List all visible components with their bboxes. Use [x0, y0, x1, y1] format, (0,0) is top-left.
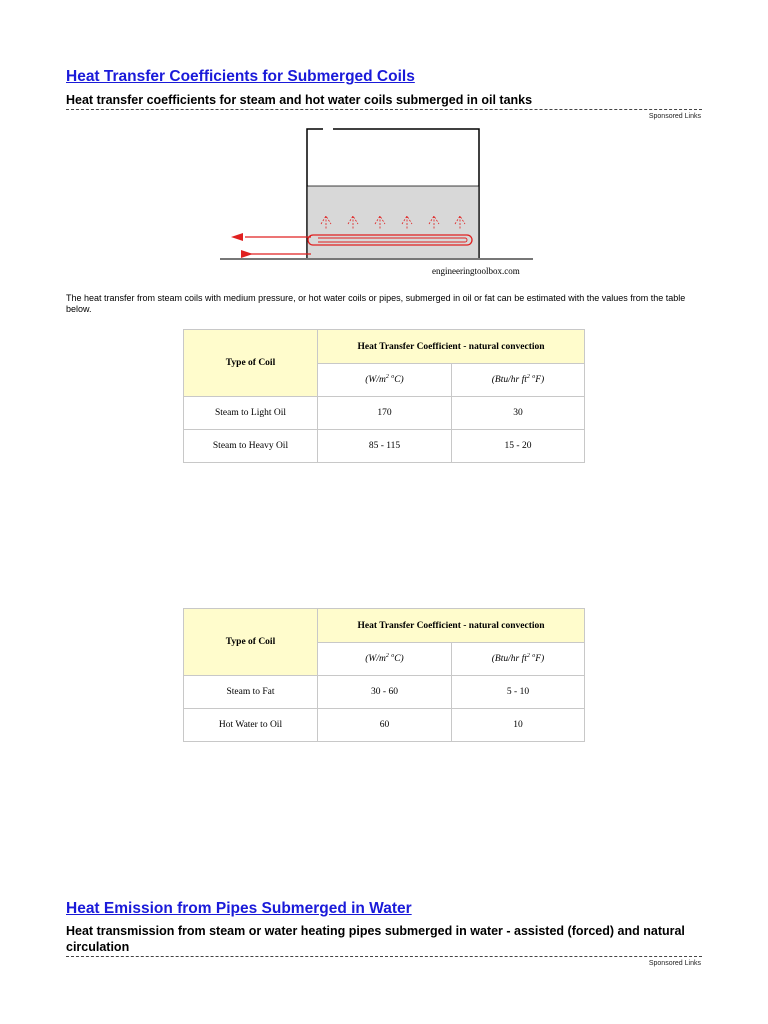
si-value-cell: 30 - 60 — [318, 676, 452, 709]
table-row — [184, 676, 585, 709]
coefficient-table-1 — [183, 329, 585, 463]
type-of-coil-header: Type of Coil — [184, 330, 318, 397]
unit-si-header: ($W/m^2$ $^o$C) — [318, 643, 452, 676]
figure-caption: engineeringtoolbox.com — [432, 266, 520, 276]
coefficient-table-2 — [183, 608, 585, 742]
coil-type-cell: Steam to Fat — [184, 676, 318, 709]
table-row — [184, 397, 585, 430]
sponsored-links-label-2: Sponsored Links — [648, 960, 701, 967]
section-title-link[interactable]: Heat Transfer Coefficients for Submerged Coils — [66, 68, 415, 85]
imperial-value-cell: 10 — [452, 709, 585, 742]
section2-title-link[interactable]: Heat Emission from Pipes Submerged in Water — [66, 900, 412, 917]
coefficient-header: Heat Transfer Coefficient - natural convection — [318, 609, 585, 643]
oil-fill — [308, 186, 479, 259]
coil-type-cell: Steam to Light Oil — [184, 397, 318, 430]
tank-illustration — [215, 124, 535, 266]
section-subtitle: Heat transfer coefficients for steam and hot water coils submerged in oil tanks — [66, 92, 702, 110]
unit-imperial-header: (Btu/hr $ft^2$ $^o$F) — [452, 643, 585, 676]
si-value-cell: 170 — [318, 397, 452, 430]
si-value-cell: 60 — [318, 709, 452, 742]
intro-paragraph: The heat transfer from steam coils with medium pressure, or hot water coils or pipes, submerged in oil or fat can be estimated with the values from the table below. — [66, 293, 686, 314]
unit-imperial-header: (Btu/hr $ft^2$ $^o$F) — [452, 364, 585, 397]
sponsored-links-label: Sponsored Links — [648, 113, 701, 120]
coil-type-cell: Hot Water to Oil — [184, 709, 318, 742]
coil-type-cell: Steam to Heavy Oil — [184, 430, 318, 463]
submerged-coil-diagram — [215, 124, 535, 271]
outlet-arrow-icon — [231, 233, 243, 241]
section2-subtitle: Heat transmission from steam or water heating pipes submerged in water - assisted (forced) and natural circulation — [66, 923, 702, 957]
si-value-cell: 85 - 115 — [318, 430, 452, 463]
type-of-coil-header: Type of Coil — [184, 609, 318, 676]
imperial-value-cell: 5 - 10 — [452, 676, 585, 709]
coefficient-header: Heat Transfer Coefficient - natural convection — [318, 330, 585, 364]
table-row — [184, 430, 585, 463]
inlet-arrow-icon — [241, 250, 253, 258]
unit-si-header: ($W/m^2$ $^o$C) — [318, 364, 452, 397]
imperial-value-cell: 30 — [452, 397, 585, 430]
table-row — [184, 709, 585, 742]
imperial-value-cell: 15 - 20 — [452, 430, 585, 463]
